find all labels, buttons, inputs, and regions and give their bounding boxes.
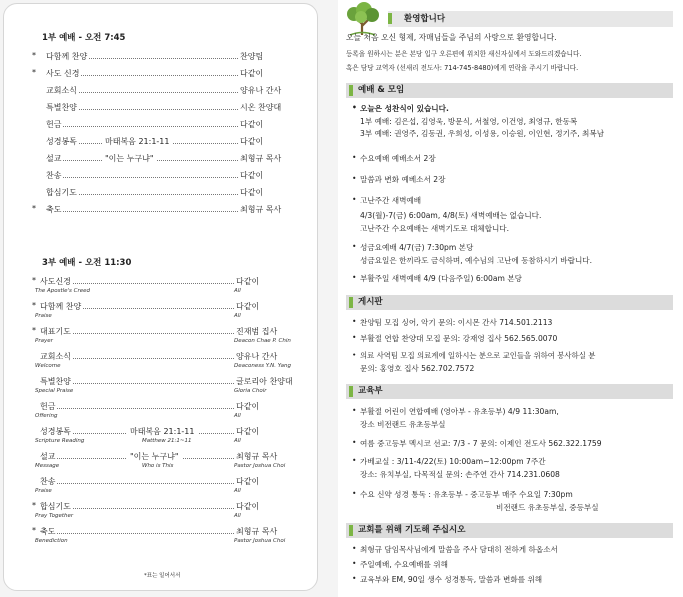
item-leader: 다같이 — [236, 277, 260, 286]
service3-item — [32, 476, 302, 500]
education-bible-reading-line-1: • 수요 신약 성경 통독 : 유초등부 - 중고등부 매주 수요일 7:30pm — [360, 489, 573, 500]
item-leader: 양유나 간사 — [240, 86, 282, 95]
worship-passion-week-line-2: 고난주간 수요예배는 새벽기도로 대체합니다. — [360, 224, 510, 233]
leader-dots — [46, 211, 260, 212]
service1-item — [32, 119, 300, 132]
item-label: 축도 — [46, 205, 62, 214]
item-label: 합심기도 — [46, 188, 77, 197]
item-leader: 다같이 — [236, 302, 260, 311]
order-of-worship-panel — [3, 3, 318, 591]
item-label-english: Praise — [35, 313, 52, 319]
item-detail-english: Who is This — [142, 463, 174, 469]
item-label: 성경봉독 — [46, 137, 77, 146]
leader-dots — [46, 126, 260, 127]
worship-communion-line-1: 1부 예배: 김은섭, 김영욱, 방문식, 서철영, 이건영, 최영규, 한동복 — [360, 117, 578, 126]
item-label: 설교 — [40, 452, 56, 461]
item-label-english: Welcome — [35, 363, 61, 369]
item-label: 특별찬양 — [40, 377, 71, 386]
welcome-heading: 환영합니다 — [388, 11, 673, 27]
prayer-item-3: • 교육부와 EM, 90일 생수 성경통독, 말씀과 변화를 위해 — [360, 574, 542, 585]
service1-item — [32, 153, 300, 166]
prayer-heading: 교회를 위해 기도해 주십시오 — [346, 523, 673, 538]
leader-dots — [40, 408, 234, 409]
standing-mark: * — [32, 276, 36, 285]
item-leader: 시온 찬양대 — [240, 103, 282, 112]
worship-wednesday: • 수요예배 예배소서 2장 — [360, 153, 436, 164]
item-detail: "이는 누구냐" — [102, 153, 157, 164]
service3-item — [32, 451, 302, 475]
item-leader-english: All — [234, 438, 241, 444]
item-leader: 진재범 집사 — [236, 327, 278, 336]
service3-item — [32, 501, 302, 525]
service1-item — [32, 187, 300, 200]
item-label: 축도 — [40, 527, 56, 536]
item-label-english: The Apostle's Creed — [35, 288, 91, 294]
item-label: 다함께 찬양 — [40, 302, 82, 311]
item-leader: 양유나 간사 — [236, 352, 278, 361]
item-leader: 다같이 — [236, 477, 260, 486]
service1-title: 1부 예배 - 오전 7:45 — [42, 33, 126, 43]
item-leader: 최형규 목사 — [240, 205, 282, 214]
service1-item — [32, 102, 300, 115]
item-leader: 최형규 목사 — [236, 527, 278, 536]
item-leader: 찬양팀 — [240, 52, 264, 61]
item-leader: 다같이 — [236, 427, 260, 436]
prayer-item-1: • 최형규 담임목사님에게 말씀을 주사 담대히 전하게 하옵소서 — [360, 544, 558, 555]
item-leader: 다같이 — [240, 120, 264, 129]
item-label: 교회소식 — [46, 86, 77, 95]
announcements-panel — [338, 0, 683, 597]
item-leader-english: All — [234, 513, 241, 519]
item-label-english: Message — [35, 463, 60, 469]
service1-item — [32, 204, 300, 217]
standing-mark: * — [32, 51, 36, 60]
service3-item — [32, 426, 302, 450]
item-label-english: Special Praise — [35, 388, 74, 394]
leader-dots — [40, 533, 234, 534]
item-label: 대표기도 — [40, 327, 71, 336]
worship-good-friday-title: • 성금요예배 4/7(금) 7:30pm 본당 — [360, 242, 473, 253]
item-label: 특별찬양 — [46, 103, 77, 112]
education-gabe-class-line-2: 장소: 유치부실, 다목적실 문의: 손주연 간사 714.231.0608 — [360, 470, 560, 479]
item-leader: 다같이 — [240, 69, 264, 78]
item-label: 사도 신경 — [46, 69, 80, 78]
item-label-english: Pray Together — [35, 513, 74, 519]
item-leader: 다같이 — [236, 502, 260, 511]
standing-mark: * — [32, 326, 36, 335]
item-label-english: Benediction — [35, 538, 68, 544]
service1-item — [32, 51, 300, 64]
standing-mark: * — [32, 301, 36, 310]
welcome-line-2: 등록을 원하시는 분은 본당 입구 오른편에 위치한 새신자실에서 도와드리겠습니다. — [346, 50, 582, 58]
welcome-line-1: 오늘 처음 오신 형제, 자매님들을 주님의 사랑으로 환영합니다. — [346, 33, 557, 42]
item-leader-english: All — [234, 313, 241, 319]
service3-item — [32, 376, 302, 400]
board-praise-team: • 찬양팀 모집 싱어, 악기 문의: 이시몬 간사 714.501.2113 — [360, 317, 552, 328]
item-leader: 다같이 — [236, 402, 260, 411]
education-mexico-mission: • 여름 중고등부 멕시코 선교: 7/3 - 7 문의: 이제인 전도사 562.322.1759 — [360, 438, 602, 449]
item-leader: 다같이 — [240, 188, 264, 197]
item-label-english: Praise — [35, 488, 52, 494]
standing-mark: * — [32, 501, 36, 510]
item-detail: 마태복음 21:1-11 — [102, 136, 173, 147]
item-label: 찬송 — [40, 477, 56, 486]
leader-dots — [40, 483, 234, 484]
item-label: 찬송 — [46, 171, 62, 180]
education-easter-kids-line-1: • 부활절 어린이 연합예배 (영아부 - 유초등부) 4/9 11:30am, — [360, 406, 559, 417]
standing-mark: * — [32, 68, 36, 77]
service3-title: 3부 예배 - 오전 11:30 — [42, 258, 132, 268]
service1-item — [32, 170, 300, 183]
education-easter-kids-line-2: 장소 비전랜드 유초등부실 — [360, 420, 446, 429]
service1-item — [32, 85, 300, 98]
worship-communion-title: • 오늘은 성찬식이 있습니다. — [360, 103, 449, 114]
item-label: 성경봉독 — [40, 427, 71, 436]
standing-footnote: *표는 일어서서 — [144, 573, 181, 579]
education-heading: 교육부 — [346, 384, 673, 399]
item-leader-english: All — [234, 413, 241, 419]
item-leader-english: Gloria Choir — [234, 388, 267, 394]
service3-item — [32, 401, 302, 425]
worship-good-friday-line-1: 성금요일은 한끼라도 금식하며, 예수님의 고난에 동참하시기 바랍니다. — [360, 256, 593, 265]
service1-item — [32, 68, 300, 81]
service3-item — [32, 351, 302, 375]
welcome-line-3: 혹은 담당 교역자 (선새리 전도사: 714-745-8480)에게 연락을 주시기 바랍니다. — [346, 64, 579, 72]
item-label: 설교 — [46, 154, 62, 163]
board-heading: 게시판 — [346, 295, 673, 310]
item-label: 헌금 — [46, 120, 62, 129]
item-label: 다함께 찬양 — [46, 52, 88, 61]
service3-item — [32, 301, 302, 325]
item-leader: 다같이 — [240, 171, 264, 180]
standing-mark: * — [32, 204, 36, 213]
standing-mark: * — [32, 526, 36, 535]
item-leader-english: Deacon Chae P. Chin — [234, 338, 291, 344]
item-leader-english: Pastor Joshua Choi — [234, 463, 286, 469]
leader-dots — [46, 177, 260, 178]
prayer-item-2: • 주일예배, 수요예배를 위해 — [360, 559, 448, 570]
board-medical-team-line-1: • 의료 사역팀 모집 의료계에 일하시는 분으로 교인들을 위하여 봉사하실 분 — [360, 350, 595, 361]
item-leader: 최형규 목사 — [236, 452, 278, 461]
item-detail: "이는 누구냐" — [127, 451, 182, 462]
worship-passion-week-line-1: 4/3(월)-7(금) 6:00am, 4/8(토) 새벽예배는 없습니다. — [360, 211, 542, 220]
item-label: 사도신경 — [40, 277, 71, 286]
service3-item — [32, 326, 302, 350]
item-leader-english: Deaconess Y.N. Yang — [234, 363, 291, 369]
item-label-english: Scripture Reading — [35, 438, 85, 444]
item-label-english: Offering — [35, 413, 58, 419]
item-detail-english: Matthew 21:1~11 — [142, 438, 192, 444]
item-leader-english: Pastor Joshua Choi — [234, 538, 286, 544]
worship-heading: 예배 & 모임 — [346, 83, 673, 98]
service3-item — [32, 276, 302, 300]
item-label: 합심기도 — [40, 502, 71, 511]
item-label: 교회소식 — [40, 352, 71, 361]
item-detail: 마태복음 21:1-11 — [127, 426, 198, 437]
education-bible-reading-line-2: 비전랜드 유초등부실, 중등부실 — [496, 503, 599, 512]
item-leader: 최형규 목사 — [240, 154, 282, 163]
item-leader: 다같이 — [240, 137, 264, 146]
item-leader-english: All — [234, 488, 241, 494]
board-medical-team-line-2: 문의: 홍영호 집사 562.702.7572 — [360, 364, 475, 373]
item-label-english: Prayer — [35, 338, 53, 344]
board-easter-choir: • 부활절 연합 찬양대 모집 문의: 강재영 집사 562.565.0070 — [360, 333, 557, 344]
service3-item — [32, 526, 302, 550]
worship-passion-week-title: • 고난주간 새벽예배 — [360, 195, 421, 206]
worship-communion-line-2: 3부 예배: 권영주, 김동권, 우희성, 이성용, 이승원, 이인현, 정기주, 최복남 — [360, 129, 605, 138]
education-gabe-class-line-1: • 가베교실 : 3/11-4/22(토) 10:00am~12:00pm 7주간 — [360, 456, 546, 467]
item-leader: 글로리아 찬양대 — [236, 377, 293, 386]
tree-logo-icon — [342, 2, 382, 36]
item-leader-english: All — [234, 288, 241, 294]
item-label: 헌금 — [40, 402, 56, 411]
worship-easter-dawn: • 부활주일 새벽예배 4/9 (다음주일) 6:00am 본당 — [360, 273, 522, 284]
worship-word-change: • 말씀과 변화 예베소서 2장 — [360, 174, 445, 185]
service1-item — [32, 136, 300, 149]
